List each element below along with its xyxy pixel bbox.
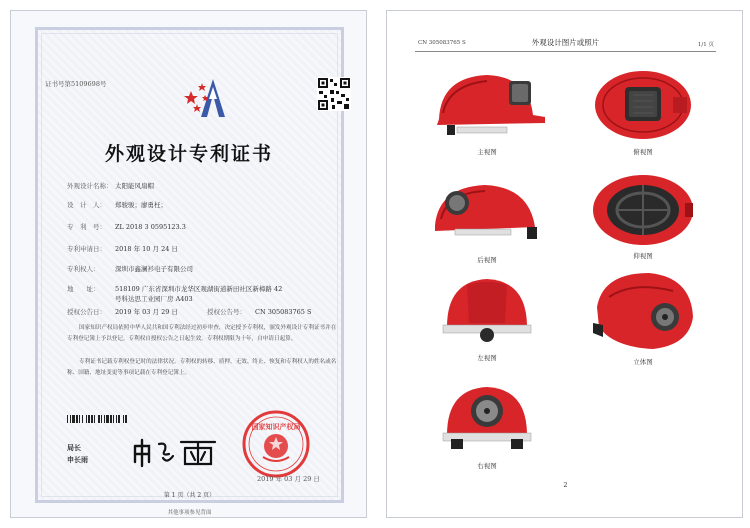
field-value: CN 305083765 S: [255, 308, 312, 316]
cnipa-logo-icon: [183, 77, 235, 121]
patent-certificate: [10, 10, 367, 518]
field-patent-number: [67, 222, 186, 231]
back-note: 其他事项参见背面: [167, 510, 212, 516]
view-left: [417, 273, 557, 362]
legal-status-paragraph: 专利证书记载专利权登记时的法律状况。专利权的转移、质押、无效、终止、恢复和专利权人的姓名或名称、国籍、地址变更等事项记载在专利登记簿上。: [67, 359, 337, 376]
field-label: 地 址：: [67, 285, 100, 293]
helmet-top-view-icon: [573, 67, 713, 145]
field-value: 2018 年 10 月 24 日: [115, 245, 178, 253]
field-label: 专利申请日：: [67, 245, 106, 253]
signatory-name: 申长雨: [67, 455, 88, 464]
field-label: 授权公告日：: [67, 308, 106, 316]
field-label: 授权公告号：: [207, 308, 246, 316]
field-grant-number: [207, 307, 311, 316]
helmet-rear-view-icon: [417, 175, 557, 253]
design-drawings-sheet: [386, 10, 743, 518]
field-value: 2019 年 03 月 29 日: [115, 308, 178, 316]
certificate-title: 外观设计专利证书: [104, 143, 273, 165]
field-label: 专利权人：: [67, 265, 100, 273]
signatory-title: 局长: [67, 443, 81, 452]
field-patentee: [67, 264, 193, 273]
view-caption: 右视图: [477, 462, 497, 470]
field-label: 专 利 号：: [67, 223, 106, 231]
sheet-page-number: 2: [563, 481, 568, 489]
sheet-header: [387, 37, 743, 49]
view-rear: [417, 175, 557, 264]
field-label: 设 计 人：: [67, 201, 106, 209]
field-value: 518109 广东省深圳市龙华区观湖街道新田社区新樟路 42: [115, 285, 283, 293]
field-address: [67, 284, 282, 293]
field-application-date: [67, 244, 178, 253]
view-caption: 左视图: [477, 354, 497, 362]
helmet-front-view-icon: [417, 67, 557, 145]
view-caption: 仰视图: [633, 252, 653, 260]
sheet-page-count: 1/1 页: [697, 42, 714, 48]
field-label: 外观设计名称：: [67, 182, 113, 190]
view-right: [417, 381, 557, 470]
header-divider: [415, 51, 716, 52]
field-value: 郑骏骏；廖勇枉；: [115, 201, 167, 209]
field-value: 深圳市鑫澜衫电子有限公司: [115, 265, 193, 273]
view-caption: 后视图: [477, 256, 497, 264]
view-perspective: [573, 267, 713, 366]
qr-code-icon: [317, 77, 351, 111]
seal-date: 2019 年 03 月 29 日: [257, 475, 320, 483]
sheet-title: 外观设计图片或照片: [531, 38, 600, 47]
barcode-icon: [67, 415, 163, 423]
field-value: ZL 2018 3 0595123.3: [115, 223, 186, 231]
view-caption: 主视图: [477, 148, 497, 156]
page-number: 第 1 页（共 2 页）: [163, 492, 216, 499]
certificate-number: 证书号第5109698号: [45, 80, 107, 88]
helmet-left-view-icon: [417, 273, 557, 351]
field-designers: [67, 200, 167, 209]
view-top: [573, 67, 713, 156]
publication-number: CN 305083765 S: [418, 40, 466, 46]
field-value: 太阳能风扇帽: [115, 182, 154, 190]
helmet-bottom-view-icon: [573, 171, 713, 249]
handwritten-signature-icon: [129, 436, 219, 468]
view-bottom: [573, 171, 713, 260]
address-line-2: 号科达思工业园厂房 A403: [115, 295, 193, 303]
official-seal-icon: [241, 409, 311, 479]
view-caption: 俯视图: [633, 148, 653, 156]
view-caption: 立体图: [633, 358, 653, 366]
helmet-perspective-view-icon: [573, 267, 713, 355]
grant-paragraph: 国家知识产权局依照中华人民共和国专利法经过初步审查，决定授予专利权，颁发外观设计专利证书并在专利登记簿上予以登记。专利权自授权公告之日起生效。专利权期限为十年，自申请日起算。: [67, 325, 337, 342]
view-front: [417, 67, 557, 156]
seal-text: 国家知识产权局: [251, 423, 301, 431]
field-design-name: [67, 181, 154, 190]
helmet-right-view-icon: [417, 381, 557, 459]
field-grant-date: [67, 307, 178, 316]
